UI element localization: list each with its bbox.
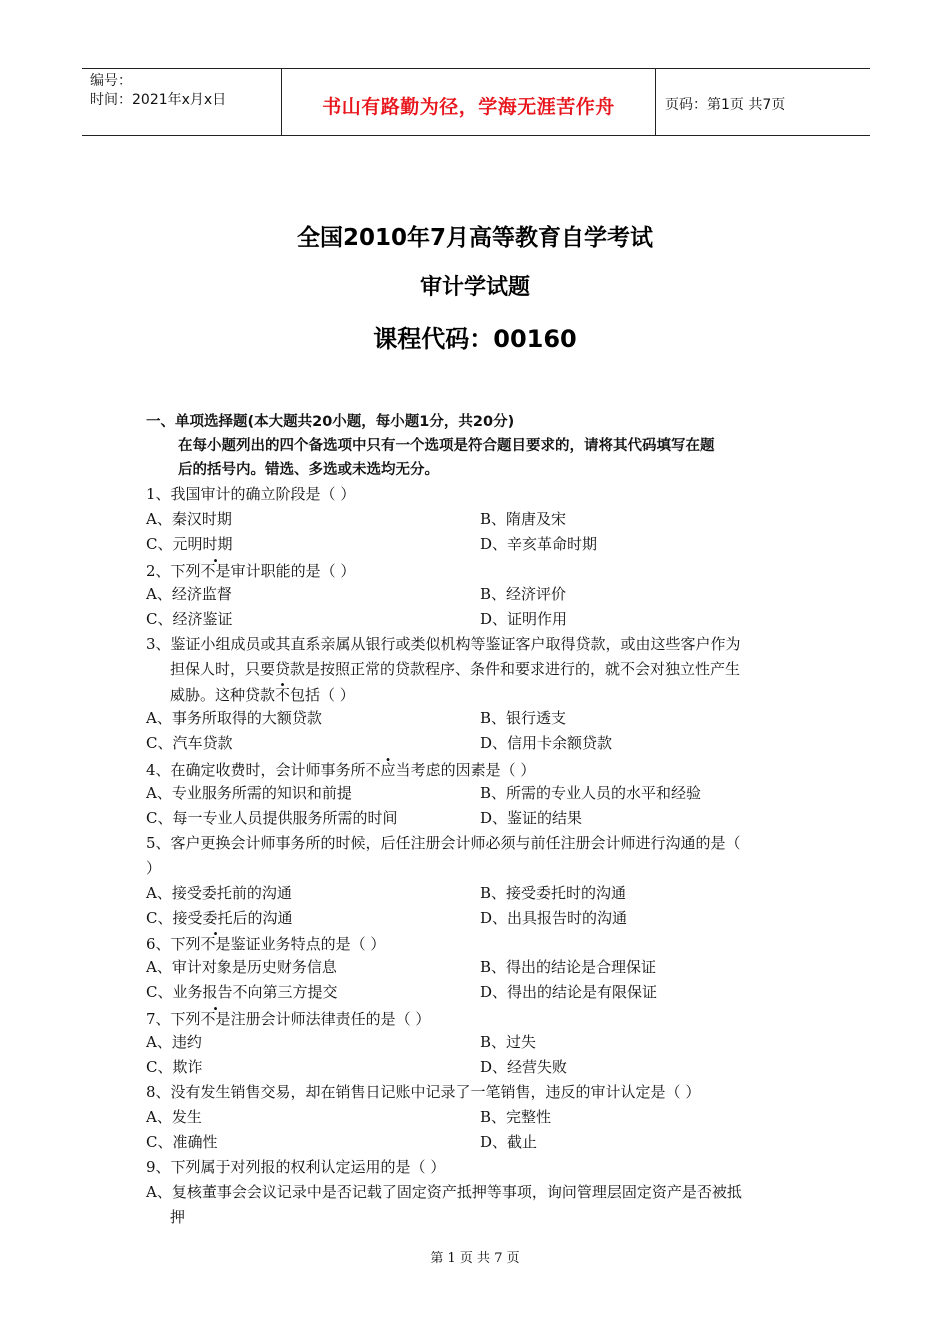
section-instruction-2: 后的括号内。错选、多选或未选均无分。: [178, 462, 439, 478]
q4-stem-pre: 4、在确定收费时，会计师事务所: [146, 761, 366, 779]
header-motto: 书山有路勤为径，学海无涯苦作舟: [282, 69, 656, 135]
question-3-stem-line-3: [146, 683, 850, 708]
q2-option-d: D、证明作用: [480, 610, 568, 628]
q5-option-d: D、出具报告时的沟通: [480, 909, 628, 927]
q8-option-b: B、完整性: [480, 1108, 552, 1126]
page-footer: 第 1 页 共 7 页: [430, 1251, 520, 1266]
section-heading-block: [146, 410, 826, 482]
question-8-stem: 8、没有发生销售交易，却在销售日记账中记录了一笔销售，违反的审计认定是（ ）: [146, 1083, 701, 1101]
q6-stem-pre: 6、下列: [146, 935, 201, 953]
q4-stem-emphasis: 不应当: [365, 761, 411, 779]
q4-option-c: C、每一专业人员提供服务所需的时间: [146, 809, 398, 827]
q6-option-a: A、审计对象是历史财务信息: [146, 958, 337, 976]
q8-option-c: C、准确性: [146, 1133, 218, 1151]
section-instruction-1: 在每小题列出的四个备选项中只有一个选项是符合题目要求的，请将其代码填写在题: [178, 438, 715, 454]
q4-option-d: D、鉴证的结果: [480, 809, 583, 827]
q1-option-d: D、辛亥革命时期: [480, 535, 598, 553]
question-3-stem-line-2: 担保人时，只要贷款是按照正常的贷款程序、条件和要求进行的，就不会对独立性产生: [170, 660, 741, 678]
question-2-stem: [146, 559, 826, 584]
header-table: [82, 68, 870, 136]
time-label: 时间：2021年x月x日: [90, 92, 227, 108]
header-page-info: 页码：第1页 共7页: [665, 97, 786, 113]
q7-option-d: D、经营失败: [480, 1058, 568, 1076]
q5-option-a: A、接受委托前的沟通: [146, 884, 292, 902]
q6-option-d: D、得出的结论是有限保证: [480, 983, 658, 1001]
q2-stem-post: 审计职能的是（ ）: [230, 562, 356, 580]
q9-option-a-line-1: A、复核董事会会议记录中是否记载了固定资产抵押等事项，询问管理层固定资产是否被抵: [146, 1183, 742, 1201]
q7-stem-pre: 7、下列: [146, 1010, 201, 1028]
question-4-stem: [146, 758, 826, 783]
q7-option-a: A、违约: [146, 1033, 202, 1051]
section-heading: 一、单项选择题(本大题共20小题，每小题1分，共20分): [146, 414, 515, 430]
question-3-stem-line-1: 3、鉴证小组成员或其直系亲属从银行或类似机构等鉴证客户取得贷款，或由这些客户作为: [146, 635, 741, 653]
q5-option-c: C、接受委托后的沟通: [146, 909, 293, 927]
exam-title: 全国2010年7月高等教育自学考试: [296, 225, 654, 251]
q1-option-c: C、元明时期: [146, 535, 233, 553]
q1-option-a: A、秦汉时期: [146, 510, 232, 528]
q8-option-a: A、发生: [146, 1108, 202, 1126]
q7-stem-post: 注册会计师法律责任的是（ ）: [230, 1010, 431, 1028]
q4-option-a: A、专业服务所需的知识和前提: [146, 784, 352, 802]
question-9-stem: 9、下列属于对列报的权利认定运用的是（ ）: [146, 1158, 446, 1176]
q9-option-a-line-2: 押: [170, 1208, 186, 1226]
q8-option-d: D、截止: [480, 1133, 538, 1151]
question-5-stem-line-1: 5、客户更换会计师事务所的时候，后任注册会计师必须与前任注册会计师进行沟通的是（: [146, 834, 741, 852]
q1-option-b: B、隋唐及宋: [480, 510, 567, 528]
q4-option-b: B、所需的专业人员的水平和经验: [480, 784, 702, 802]
q6-stem-emphasis: 不是: [200, 935, 231, 953]
q3-option-a: A、事务所取得的大额贷款: [146, 709, 322, 727]
q2-stem-emphasis: 不是: [200, 562, 231, 580]
q6-option-c: C、业务报告不向第三方提交: [146, 983, 338, 1001]
q7-option-c: C、欺诈: [146, 1058, 203, 1076]
q3-option-d: D、信用卡余额贷款: [480, 734, 613, 752]
question-6-stem: [146, 932, 826, 957]
q3-stem-pre: 威胁。这种贷款: [170, 686, 276, 704]
q3-option-c: C、汽车贷款: [146, 734, 233, 752]
q6-option-b: B、得出的结论是合理保证: [480, 958, 657, 976]
question-7-stem: [146, 1007, 826, 1032]
question-1-stem: 1、我国审计的确立阶段是（ ）: [146, 485, 356, 503]
q5-option-b: B、接受委托时的沟通: [480, 884, 627, 902]
q7-option-b: B、过失: [480, 1033, 537, 1051]
subject-title: 审计学试题: [419, 275, 530, 300]
course-code: 课程代码：00160: [373, 325, 577, 353]
q2-stem-pre: 2、下列: [146, 562, 201, 580]
q4-stem-post: 考虑的因素是（ ）: [410, 761, 536, 779]
q3-option-b: B、银行透支: [480, 709, 567, 727]
number-label: 编号：: [90, 73, 132, 89]
q7-stem-emphasis: 不是: [200, 1010, 231, 1028]
header-meta: [82, 69, 282, 135]
q2-option-a: A、经济监督: [146, 585, 232, 603]
q2-option-c: C、经济鉴证: [146, 610, 233, 628]
q3-stem-post: 包括（ ）: [290, 686, 355, 704]
q6-stem-post: 鉴证业务特点的是（ ）: [230, 935, 386, 953]
q2-option-b: B、经济评价: [480, 585, 567, 603]
q3-stem-emphasis: 不: [275, 686, 291, 704]
question-5-stem-line-2: ）: [146, 859, 162, 877]
